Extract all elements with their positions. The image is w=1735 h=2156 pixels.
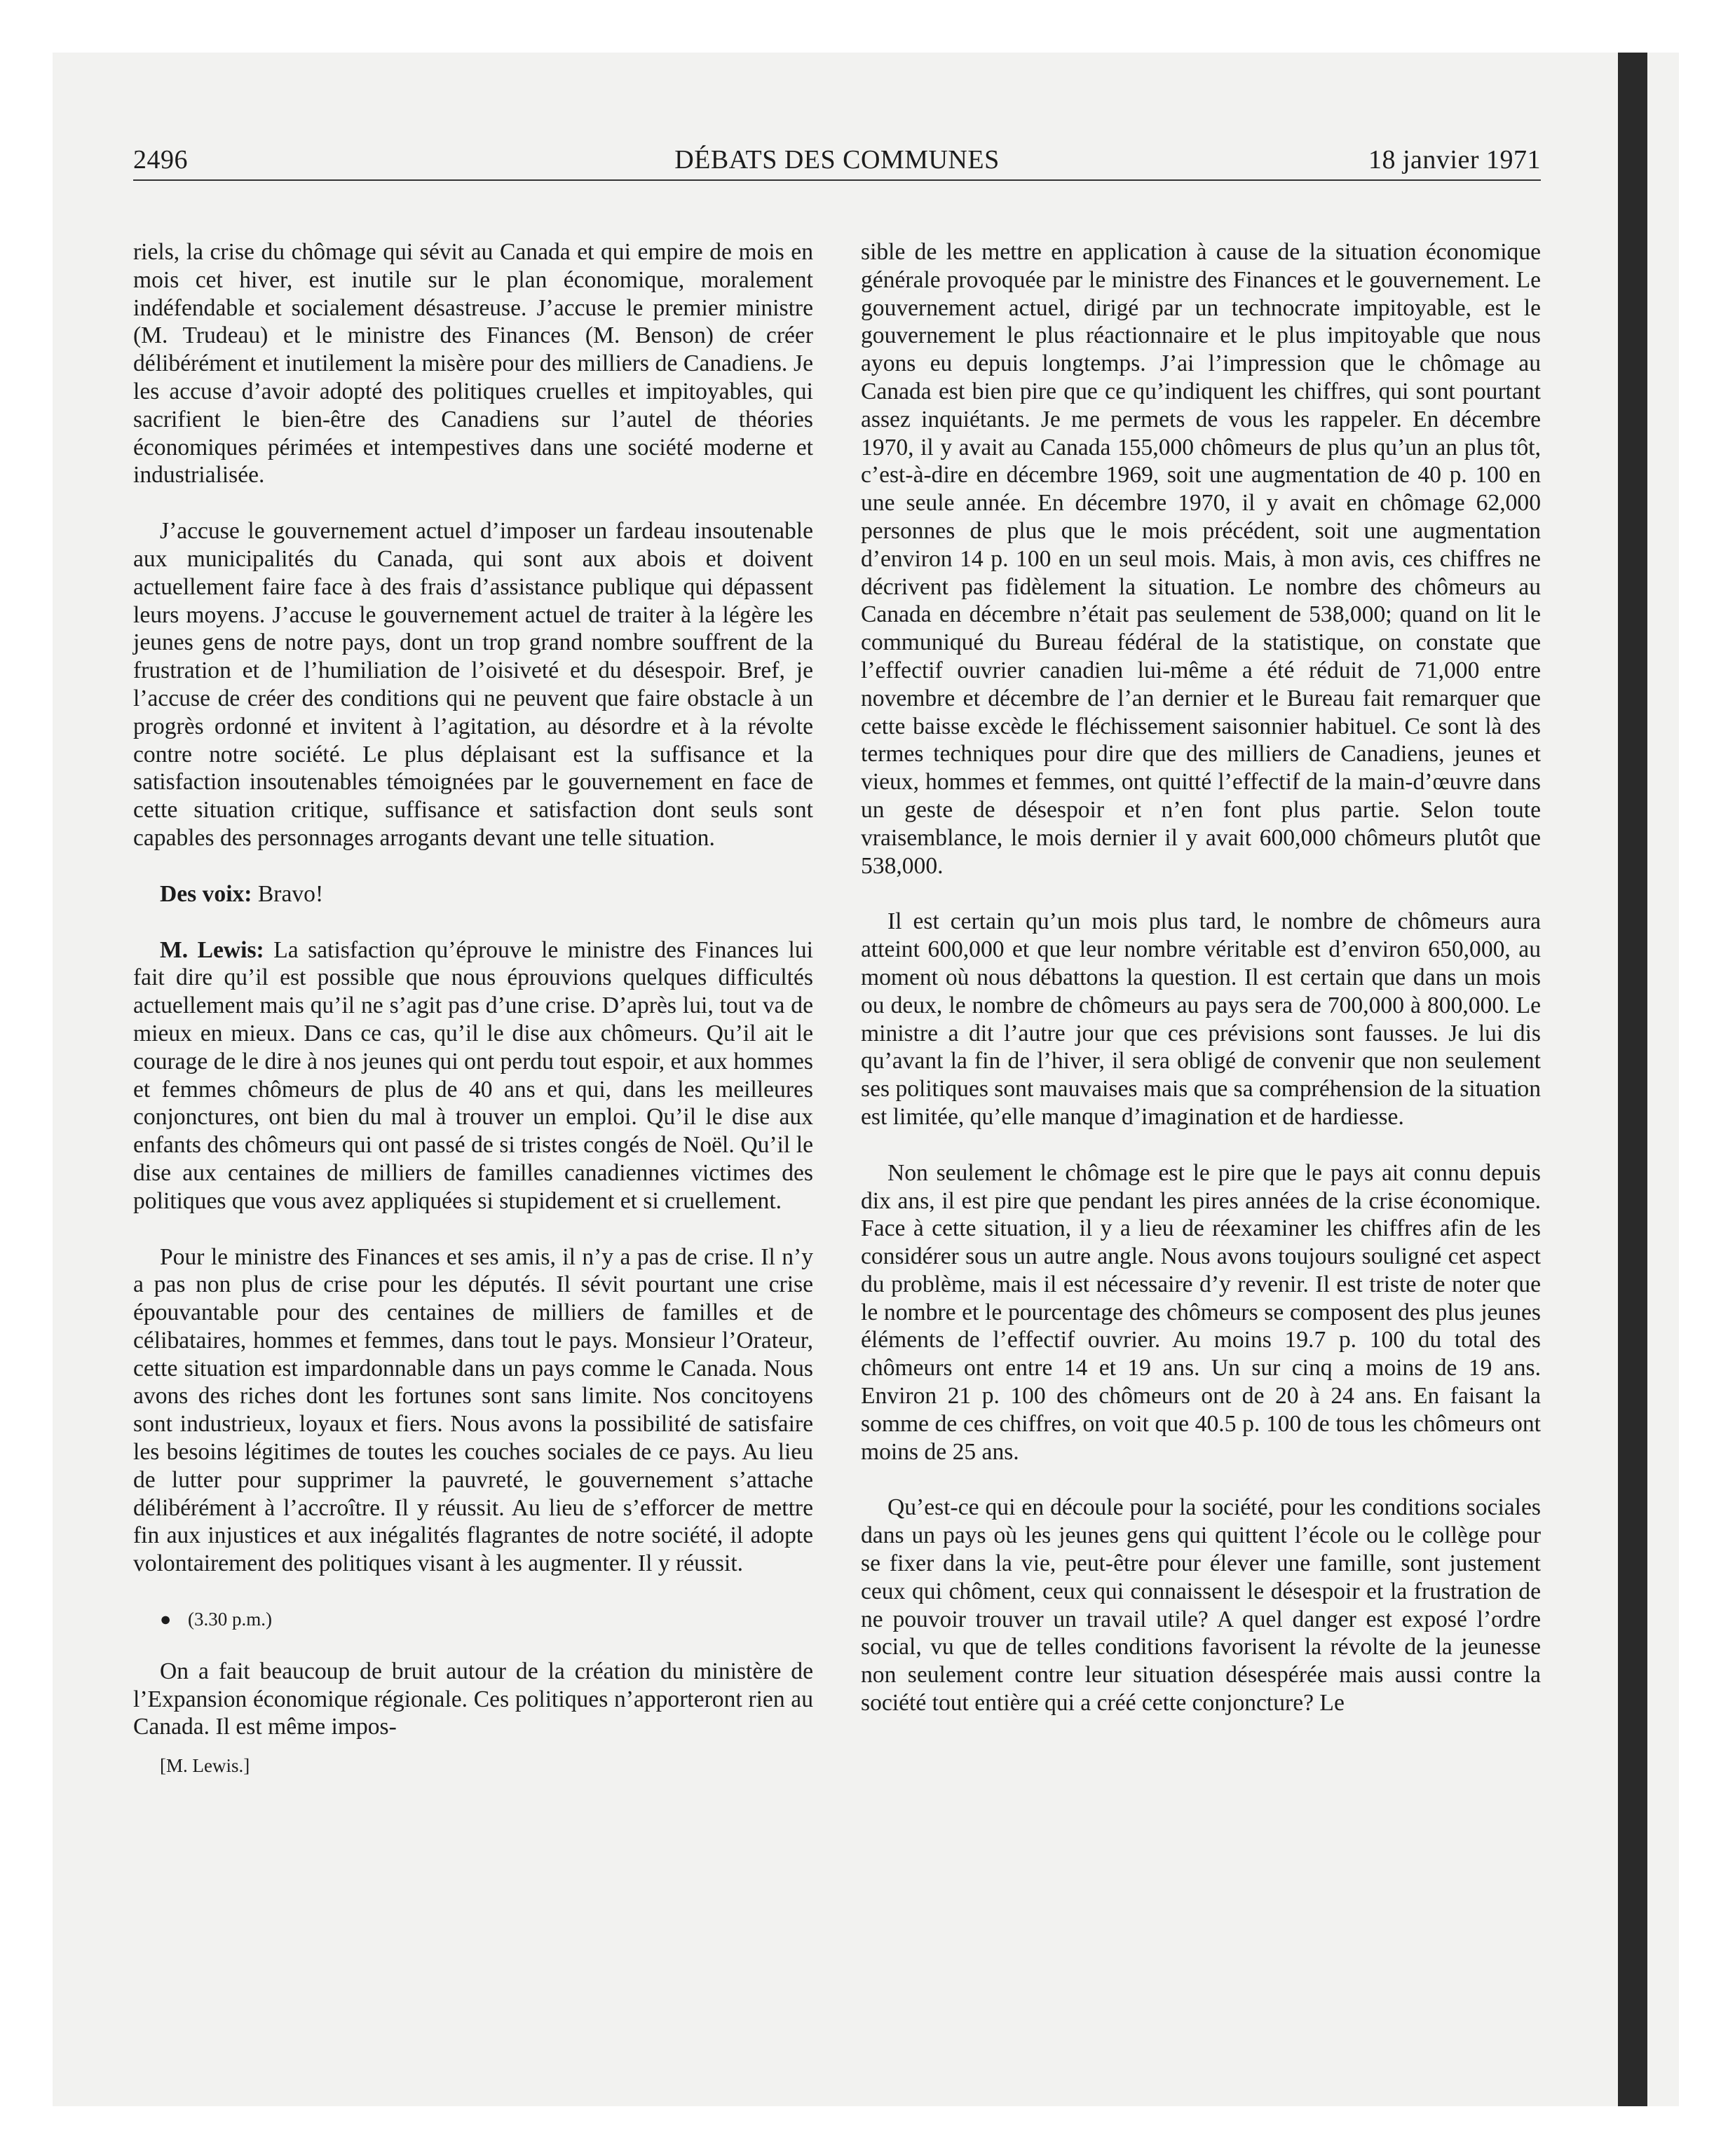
right-column bbox=[861, 238, 1541, 1745]
paragraph: Pour le ministre des Finances et ses amis, il n’y a pas de crise. Il n’y a pas non plus de crise pour les députés. Il sévit pourtant une crise épouvantable pour des centaines de milliers de familles et de célibataires, hommes et femmes, dans tout le pays. Monsieur l’Orateur, cette situation est impardonnable dans un pays comme le Canada. Nous avons des riches dont les fortunes sont sans limite. Nos concitoyens sont industrieux, loyaux et fiers. Nous avons la possibilité de satisfaire les besoins légitimes de toutes les couches sociales de ce pays. Au lieu de lutter pour supprimer la pauvreté, le gouvernement s’attache délibérément à l’accroître. Il y réussit. Au lieu de s’efforcer de mettre fin aux injustices et aux inégalités flagrantes de notre société, il adopte volontairement des politiques visant à les augmenter. Il y réussit. bbox=[133, 1243, 813, 1577]
paragraph: riels, la crise du chômage qui sévit au Canada et qui empire de mois en mois cet hiver, est inutile sur le plan économique, moralement indéfendable et socialement désastreuse. J’accuse le premier ministre (M. Trudeau) et le ministre des Finances (M. Benson) de créer délibérément et inutilement la misère pour des milliers de Canadiens. Je les accuse d’avoir adopté des politiques cruelles et impitoyables, qui sacrifient le bien-être des Canadiens sur l’autel de théories économiques périmées et intempestives dans une société moderne et industrialisée. bbox=[133, 239, 813, 489]
speaker-byline: [M. Lewis.] bbox=[160, 1755, 250, 1777]
timestamp bbox=[160, 1606, 813, 1634]
timestamp-text: (3.30 p.m.) bbox=[188, 1609, 272, 1630]
bullet-icon: ● bbox=[160, 1609, 172, 1630]
speech-text: La satisfaction qu’éprouve le ministre des Finances lui fait dire qu’il est possible que nous éprouvions quelques difficultés actuellement mais qu’il ne s’agit pas d’une crise. D’après lui, tout va de mieux en mieux. Dans ce cas, qu’il le dise aux chômeurs. Qu’il ait le courage de le dire à nos jeunes qui ont perdu tout espoir, et aux hommes et femmes chômeurs de plus de 40 ans et qui, dans les meilleures conjonctures, ont bien du mal à trouver un emploi. Qu’il le dise aux enfants des chômeurs qui ont passé de si tristes congés de Noël. Qu’il le dise aux centaines de milliers de familles canadiennes victimes des politiques que vous avez appliquées si stupidement et si cruellement. bbox=[133, 936, 814, 1214]
page-binding-edge bbox=[1618, 53, 1647, 2106]
paragraph: On a fait beaucoup de bruit autour de la création du ministère de l’Expansion économique régionale. Ces politiques n’apporteront rien au Canada. Il est même impos- bbox=[133, 1658, 813, 1740]
page-number: 2496 bbox=[133, 145, 188, 175]
speaker-paragraph bbox=[133, 880, 813, 908]
speaker-name: Des voix: bbox=[160, 880, 252, 907]
speaker-name: M. Lewis: bbox=[160, 936, 264, 963]
paragraph: sible de les mettre en application à cause de la situation économique générale provoquée par le ministre des Finances et le gouvernement. Le gouvernement actuel, dirigé par un technocrate impitoyable, est le gouvernement le plus réactionnaire et le plus impitoyable que nous ayons eu depuis longtemps. J’ai l’impression que le chômage au Canada est bien pire que ce qu’indiquent les chiffres, qui sont pourtant assez inquiétants. Je me permets de vous les rappeler. En décembre 1970, il y avait au Canada 155,000 chômeurs de plus qu’un an plus tôt, c’est-à-dire en décembre 1969, soit une augmentation de 40 p. 100 en une seule année. En décembre 1970, il y avait en chômage 62,000 personnes de plus que le mois précédent, soit une augmentation d’environ 14 p. 100 en un seul mois. Mais, à mon avis, ces chiffres ne décrivent pas fidèlement la situation. Le nombre des chômeurs au Canada en décembre n’était pas seulement de 538,000; quand on lit le communiqué du Bureau fédéral de la statistique, on constate que l’effectif ouvrier canadien lui-même a été réduit de 71,000 entre novembre et décembre de l’an dernier et le Bureau fait remarquer que cette baisse excède le fléchissement saisonnier habituel. Ce sont là des termes techniques pour dire que des milliers de Canadiens, jeunes et vieux, hommes et femmes, ont quitté l’effectif de la main-d’œuvre dans un geste de désespoir et n’en font plus partie. Selon toute vraisemblance, le mois dernier il y avait 600,000 chômeurs plutôt que 538,000. bbox=[861, 239, 1541, 879]
paragraph: J’accuse le gouvernement actuel d’imposer un fardeau insoutenable aux municipalités du Canada, qui sont aux abois et doivent actuellement faire face à des frais d’assistance publique qui dépassent leurs moyens. J’accuse le gouvernement actuel de traiter à la légère les jeunes gens de notre pays, dont un trop grand nombre souffrent de la frustration et de l’humiliation de l’oisiveté et du désespoir. Bref, je l’accuse de créer des conditions qui ne peuvent que faire obstacle à un progrès ordonné et invitent à l’agitation, au désordre et à la révolte contre notre société. Le plus déplaisant est la suffisance et la satisfaction insoutenables témoignées par le gouvernement en face de cette situation critique, suffisance et satisfaction dont seuls sont capables des personnages arrogants devant une telle situation. bbox=[133, 518, 813, 851]
left-column bbox=[133, 238, 813, 1780]
paragraph: Qu’est-ce qui en découle pour la société, pour les conditions sociales dans un pays où les jeunes gens qui quittent l’école ou le collège pour se fixer dans la vie, peut-être pour élever une famille, sont justement ceux qui chôment, ceux qui connaissent le désespoir et la frustration de ne pouvoir trouver un travail utile? A quel danger est exposé l’ordre social, vu que de telles conditions favorisent la révolte de la jeunesse non seulement contre leur situation désespérée mais aussi contre la société tout entière qui a créé cette conjoncture? Le bbox=[861, 1494, 1541, 1717]
page-header bbox=[133, 140, 1541, 181]
speech-text: Bravo! bbox=[252, 880, 324, 907]
publication-title: DÉBATS DES COMMUNES bbox=[674, 145, 1000, 175]
paragraph: Non seulement le chômage est le pire que le pays ait connu depuis dix ans, il est pire que pendant les pires années de la crise économique. Face à cette situation, il y a lieu de réexaminer les chiffres afin de les considérer sous un autre angle. Nous avons toujours souligné cet aspect du problème, mais il est nécessaire d’y revenir. Il est triste de noter que le nombre et le pourcentage des chômeurs se composent des plus jeunes éléments de l’effectif ouvrier. Au moins 19.7 p. 100 du total des chômeurs ont entre 14 et 19 ans. Un sur cinq a moins de 19 ans. Environ 21 p. 100 des chômeurs ont de 20 à 24 ans. En faisant la somme de ces chiffres, on voit que 40.5 p. 100 de tous les chômeurs ont moins de 25 ans. bbox=[861, 1159, 1541, 1465]
paragraph: Il est certain qu’un mois plus tard, le nombre de chômeurs aura atteint 600,000 et que leur nombre véritable est d’environ 650,000, au moment où nous débattons la question. Il est certain que dans un mois ou deux, le nombre de chômeurs au pays sera de 700,000 à 800,000. Le ministre a dit l’autre jour que ces prévisions sont fausses. Je lui dis qu’avant la fin de l’hiver, il sera obligé de convenir que non seulement ses politiques sont mauvaises mais que sa compréhension de la situation est limitée, qu’elle manque d’imagination et de hardiesse. bbox=[861, 908, 1541, 1130]
issue-date: 18 janvier 1971 bbox=[1368, 145, 1541, 175]
speaker-paragraph bbox=[133, 936, 813, 1215]
